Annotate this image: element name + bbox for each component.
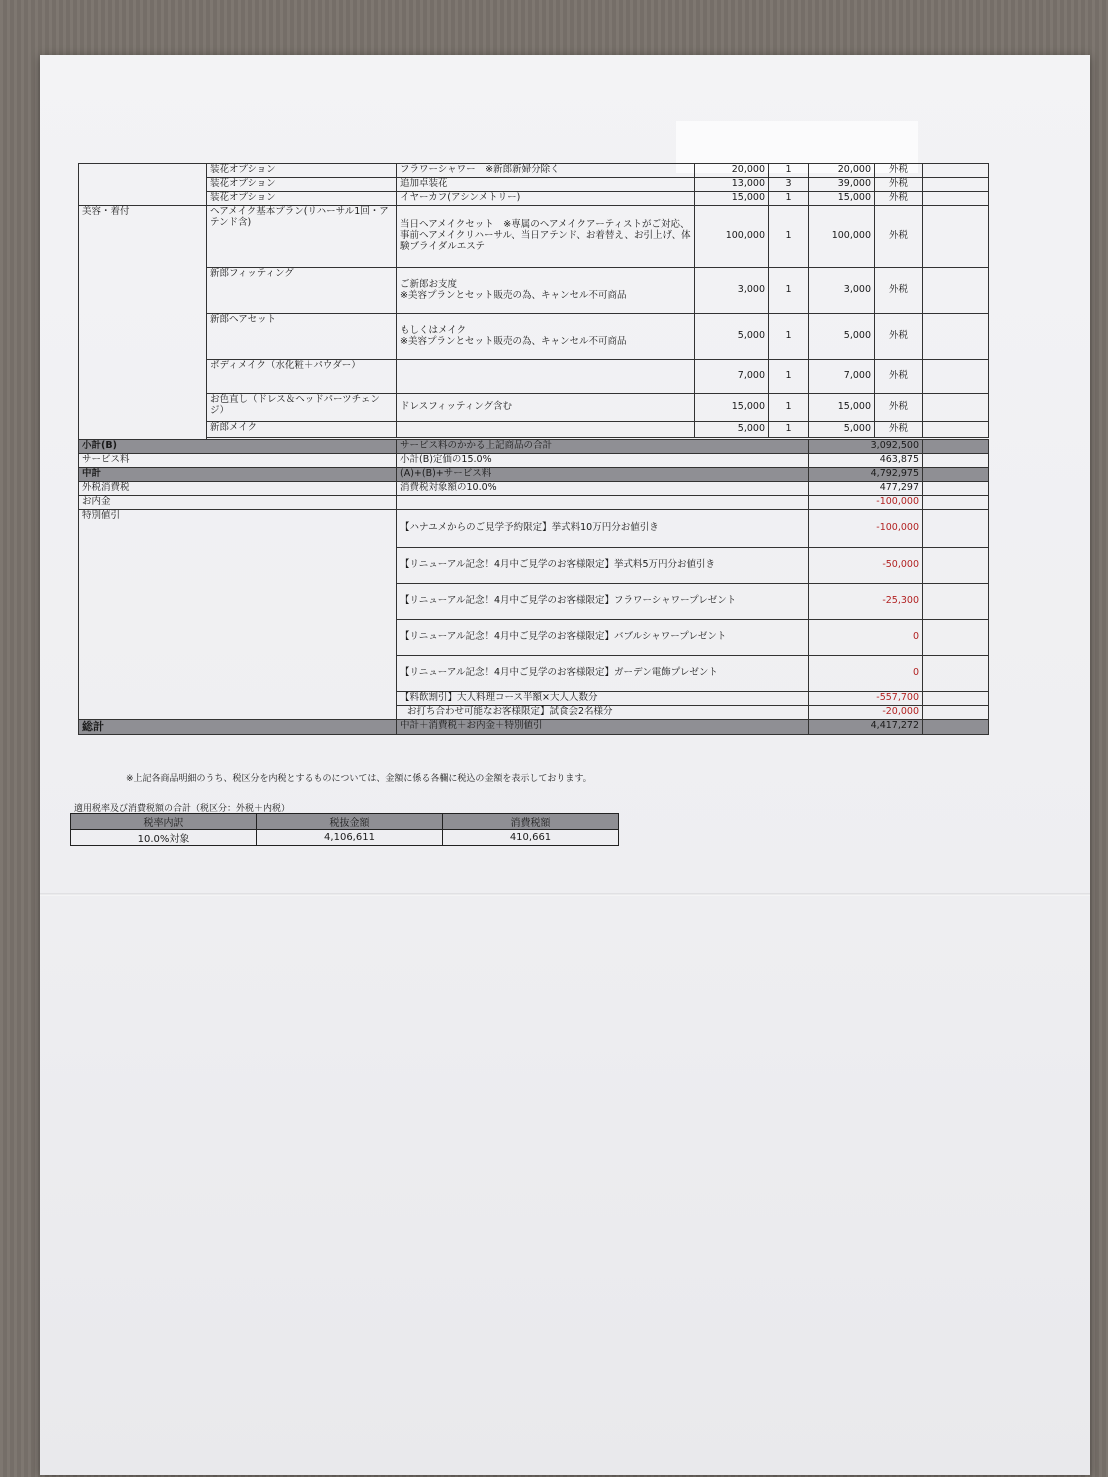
summary-label: サービス料	[79, 453, 397, 467]
amount: 15,000	[809, 192, 875, 206]
tax-summary-table	[70, 813, 619, 846]
amount: 100,000	[809, 206, 875, 268]
tax-rate-header: 税率内訳	[71, 814, 257, 830]
quantity: 3	[769, 178, 809, 192]
table-row	[79, 360, 989, 394]
item-desc	[397, 422, 695, 438]
category-cell: 美容・着付	[79, 206, 207, 440]
item-name: ヘアメイク基本プラン(リハーサル1回・アテンド含)	[207, 206, 397, 268]
tax-amount-value: 410,661	[443, 830, 619, 846]
tax-rate-value: 10.0%対象	[71, 830, 257, 846]
item-name: お色直し（ドレス＆ヘッドパーツチェンジ）	[207, 394, 397, 422]
item-name: 新郎ヘアセット	[207, 314, 397, 360]
item-desc: イヤーカフ(アシンメトリー)	[397, 192, 695, 206]
tax-type: 外税	[875, 394, 923, 422]
taxable-amount-value: 4,106,611	[257, 830, 443, 846]
tax-type: 外税	[875, 164, 923, 178]
summary-row	[79, 495, 989, 509]
item-name: 装花オプション	[207, 164, 397, 178]
quantity: 1	[769, 164, 809, 178]
discount-desc: 【リニューアル記念！4月中ご見学のお客様限定】ガーデン電飾プレゼント	[397, 655, 809, 691]
discount-desc: 【ハナユメからのご見学予約限定】挙式料10万円分お値引き	[397, 509, 809, 547]
unit-price: 13,000	[695, 178, 769, 192]
unit-price: 15,000	[695, 394, 769, 422]
discount-desc: 【リニューアル記念！4月中ご見学のお客様限定】フラワーシャワープレゼント	[397, 583, 809, 619]
discount-desc: 【リニューアル記念！4月中ご見学のお客様限定】バブルシャワープレゼント	[397, 619, 809, 655]
tax-display-note: ※上記各商品明細のうち、税区分を内税とするものについては、金額に係る各欄に税込の金額を表示しております。	[126, 774, 592, 784]
category-cell	[79, 164, 207, 206]
taxable-amount-header: 税抜金額	[257, 814, 443, 830]
unit-price: 5,000	[695, 314, 769, 360]
amount: 5,000	[809, 422, 875, 438]
discount-amount: -20,000	[809, 705, 923, 719]
summary-desc: サービス料のかかる上記商品の合計	[397, 440, 809, 454]
summary-amount: 3,092,500	[809, 440, 923, 454]
tax-type: 外税	[875, 422, 923, 438]
table-row	[79, 206, 989, 268]
summary-label: お内金	[79, 495, 397, 509]
summary-label: 中計	[79, 467, 397, 481]
summary-amount: 463,875	[809, 453, 923, 467]
summary-label: 外税消費税	[79, 481, 397, 495]
amount: 39,000	[809, 178, 875, 192]
item-desc: 追加卓装花	[397, 178, 695, 192]
tax-summary-values	[71, 830, 619, 846]
summary-row	[79, 467, 989, 481]
tax-type: 外税	[875, 206, 923, 268]
summary-row	[79, 481, 989, 495]
discount-row	[79, 509, 989, 547]
unit-price: 15,000	[695, 192, 769, 206]
grand-total-row	[79, 719, 989, 735]
summary-amount: 477,297	[809, 481, 923, 495]
estimate-sheet	[78, 163, 988, 735]
estimate-table	[78, 163, 989, 735]
item-desc: 当日ヘアメイクセット ※専属のヘアメイクアーティストがご対応、事前ヘアメイクリハーサル、当日アテンド、お着替え、お引上げ、体験ブライダルエステ	[397, 206, 695, 268]
table-row	[79, 192, 989, 206]
table-row	[79, 178, 989, 192]
discount-amount: 0	[809, 619, 923, 655]
summary-desc: 小計(B)定価の15.0%	[397, 453, 809, 467]
quantity: 1	[769, 360, 809, 394]
summary-desc: (A)+(B)+サービス料	[397, 467, 809, 481]
summary-desc: 消費税対象額の10.0%	[397, 481, 809, 495]
unit-price: 100,000	[695, 206, 769, 268]
item-name: 新郎フィッティング	[207, 268, 397, 314]
quantity: 1	[769, 394, 809, 422]
quote-paper	[40, 55, 1090, 1475]
discount-amount: -50,000	[809, 547, 923, 583]
discount-desc: 【料飲割引】大人料理コース半額×大人人数分	[397, 691, 809, 705]
discount-desc: 【リニューアル記念！4月中ご見学のお客様限定】挙式料5万円分お値引き	[397, 547, 809, 583]
item-name: 新郎メイク	[207, 422, 397, 438]
discount-amount: -25,300	[809, 583, 923, 619]
amount: 20,000	[809, 164, 875, 178]
grand-total-desc: 中計＋消費税＋お内金＋特別値引	[397, 719, 809, 735]
tax-amount-header: 消費税額	[443, 814, 619, 830]
unit-price: 5,000	[695, 422, 769, 438]
quantity: 1	[769, 206, 809, 268]
grand-total-amount: 4,417,272	[809, 719, 923, 735]
tax-summary-header	[71, 814, 619, 830]
item-desc: ご新郎お支度 ※美容プランとセット販売の為、キャンセル不可商品	[397, 268, 695, 314]
summary-label: 小計(B)	[79, 440, 397, 454]
quantity: 1	[769, 314, 809, 360]
tax-type: 外税	[875, 360, 923, 394]
unit-price: 3,000	[695, 268, 769, 314]
item-desc: ドレスフィッティング含む	[397, 394, 695, 422]
table-row	[79, 422, 989, 438]
discount-amount: -100,000	[809, 509, 923, 547]
unit-price: 20,000	[695, 164, 769, 178]
unit-price: 7,000	[695, 360, 769, 394]
amount: 7,000	[809, 360, 875, 394]
tax-type: 外税	[875, 178, 923, 192]
item-desc: もしくはメイク ※美容プランとセット販売の為、キャンセル不可商品	[397, 314, 695, 360]
amount: 15,000	[809, 394, 875, 422]
tax-summary-caption: 適用税率及び消費税額の合計（税区分：外税＋内税）	[74, 804, 291, 814]
summary-row	[79, 453, 989, 467]
item-name: ボディメイク（水化粧＋パウダー）	[207, 360, 397, 394]
discount-amount: -557,700	[809, 691, 923, 705]
item-name: 装花オプション	[207, 178, 397, 192]
table-row	[79, 394, 989, 422]
table-row	[79, 314, 989, 360]
amount: 3,000	[809, 268, 875, 314]
summary-row	[79, 440, 989, 454]
table-row	[79, 164, 989, 178]
summary-label: 特別値引	[79, 509, 397, 719]
summary-amount: -100,000	[809, 495, 923, 509]
discount-desc: お打ち合わせ可能なお客様限定】試食会2名様分	[397, 705, 809, 719]
tax-type: 外税	[875, 192, 923, 206]
quantity: 1	[769, 268, 809, 314]
amount: 5,000	[809, 314, 875, 360]
item-name: 装花オプション	[207, 192, 397, 206]
summary-amount: 4,792,975	[809, 467, 923, 481]
table-row	[79, 268, 989, 314]
item-desc	[397, 360, 695, 394]
tax-type: 外税	[875, 268, 923, 314]
quantity: 1	[769, 192, 809, 206]
tax-type: 外税	[875, 314, 923, 360]
grand-total-label: 総計	[79, 719, 397, 735]
item-desc: フラワーシャワー ※新郎新婦分除く	[397, 164, 695, 178]
paper-fold	[40, 893, 1090, 896]
quantity: 1	[769, 422, 809, 438]
summary-desc	[397, 495, 809, 509]
discount-amount: 0	[809, 655, 923, 691]
